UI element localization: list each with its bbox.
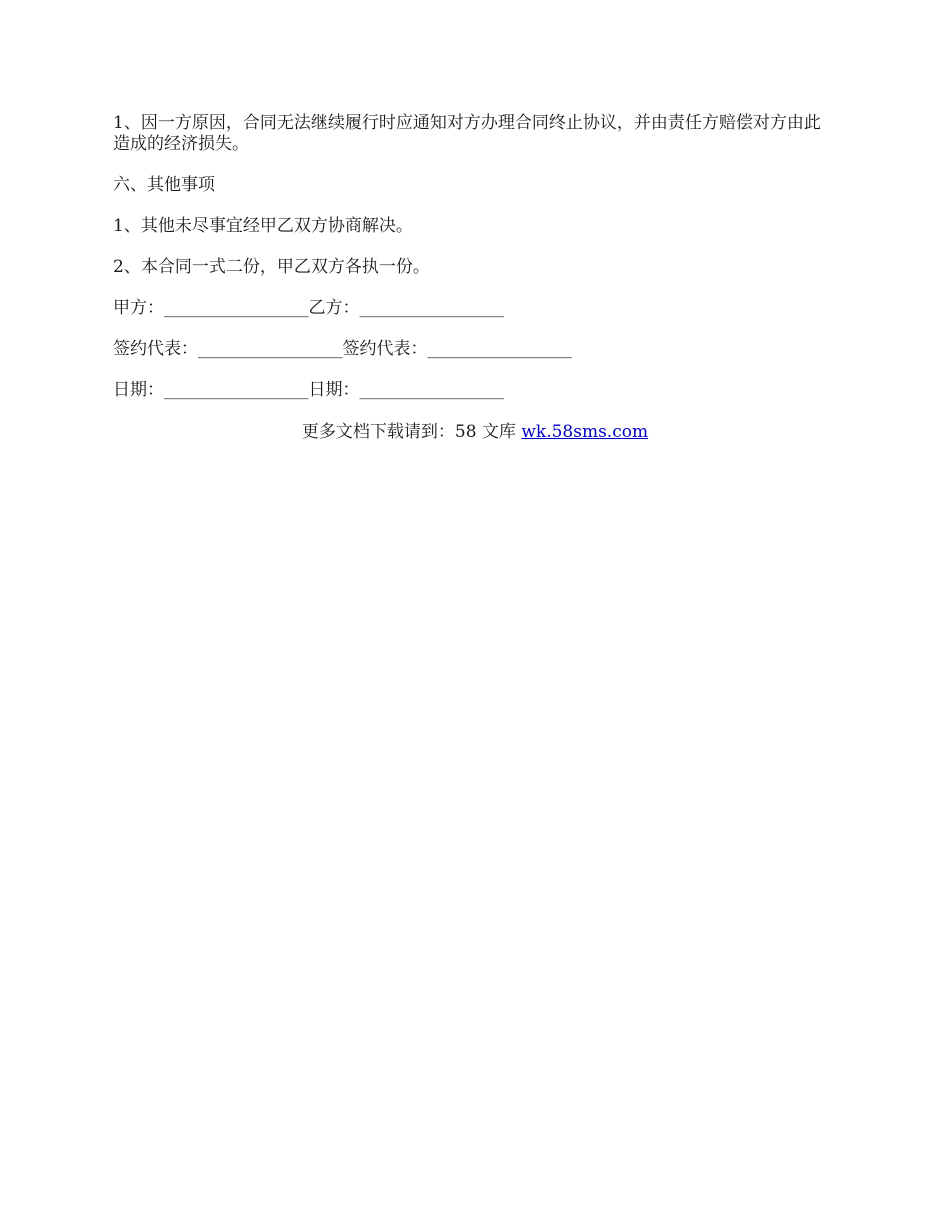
- footer-website-link[interactable]: wk.58sms.com: [521, 422, 649, 442]
- clause-copies: 2、本合同一式二份，甲乙双方各执一份。: [113, 257, 430, 277]
- representative-signature-line: 签约代表：_________________签约代表：_________________: [113, 339, 572, 359]
- clause-unresolved-matters: 1、其他未尽事宜经甲乙双方协商解决。: [113, 216, 413, 236]
- section-heading-other-matters: 六、其他事项: [113, 175, 215, 195]
- party-signature-line: 甲方：_________________乙方：_________________: [113, 298, 504, 318]
- date-signature-line: 日期：_________________日期：_________________: [113, 380, 504, 400]
- clause-termination-paragraph: 1、因一方原因，合同无法继续履行时应通知对方办理合同终止协议，并由责任方赔偿对方由此造成的经济损失。: [113, 113, 821, 154]
- document-body: [113, 113, 833, 421]
- footer-download-note: [0, 422, 950, 443]
- footer-prefix-text: 更多文档下载请到：58 文库: [301, 422, 522, 442]
